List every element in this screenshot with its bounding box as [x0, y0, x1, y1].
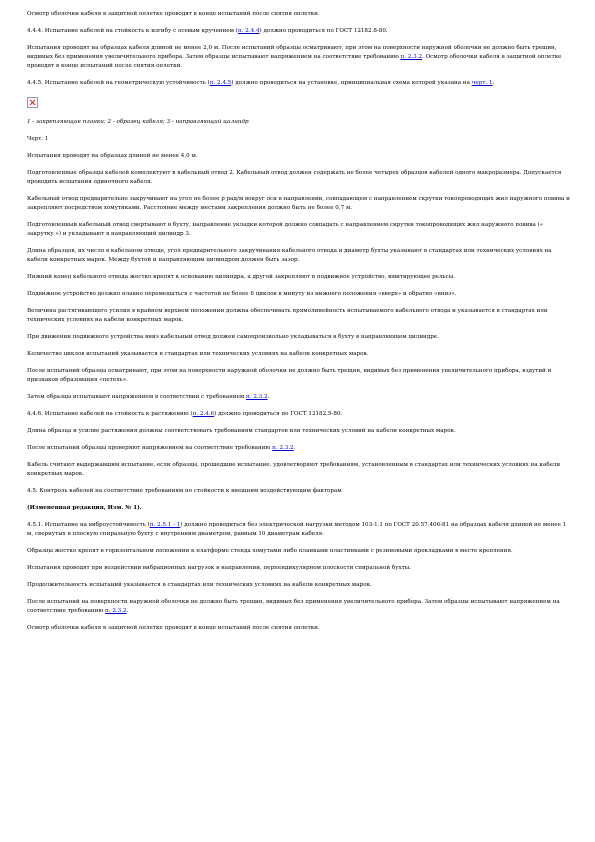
paragraph: Количество циклов испытаний указывается в стандартах или технических условиях на кабели конкретных марок. — [27, 351, 369, 357]
paragraph: Подготовленные образцы кабелей комплектуют в кабельный отвод 2. Кабельный отвод должен содержать не более четырех образцов кабелей одного макроразмера. Допускается проводить испытания одиночного кабеля. — [27, 170, 562, 185]
paragraph-text: . — [126, 608, 129, 614]
link-p-2-3-2[interactable]: п. 2.3.2 — [246, 394, 268, 400]
paragraph: Нижний конец кабельного отвода жестко крепят к основанию цилиндра, а другой закрепляют в подвижное устройство, имитирующее рельсы. — [27, 274, 455, 280]
document-body — [27, 10, 571, 641]
paragraph: Длина образцов, их число в кабельном отводе, угол предварительного закручивания кабельного отвода и диаметр бухты указывают в стандартах или технических условиях на кабели конкретных марок. Между бухтой и направляющим цилиндром должен быть зазор. — [27, 248, 552, 263]
paragraph: Образцы жестко крепят в горизонтальном положении к платформе стенда хомутами либо планками пластинками с резиновыми прокладками в месте крепления. — [27, 548, 513, 554]
figure — [27, 96, 571, 118]
paragraph-text: . — [267, 394, 270, 400]
clause-4-4-4 — [27, 27, 571, 36]
paragraph — [27, 393, 571, 402]
paragraph-text: После испытаний на поверхности наружной оболочки не должно быть трещин, видимых без применения увеличительного прибора. Затем образцы испытывают напряжением на соответствие требованию — [27, 599, 560, 614]
amendment-note: (Измененная редакция, Изм. № 1). — [27, 505, 142, 511]
link-p-2-5-1[interactable]: п. 2.5.1 - 1 — [149, 522, 181, 528]
paragraph: Подвижное устройство должно плавно перемещаться с частотой не более 6 циклов в минуту из нижнего положения «вверх» и обратно «вниз». — [27, 291, 457, 297]
link-p-2-3-2[interactable]: п. 2.3.2 — [400, 54, 423, 60]
paragraph: Продолжительность испытаний указывается в стандартах или технических условиях на кабели конкретных марок. — [27, 582, 372, 588]
paragraph: После испытаний образцы осматривают, при этом на поверхности наружной оболочки не должно быть трещин, видимых без применения увеличительного прибора, вздутий и признаков образования «петель». — [27, 368, 552, 383]
paragraph: Кабель считают выдержавшим испытание, если образцы, прошедшие испытание, удовлетворяют требованиям, установленным в стандартах или технических условиях на кабели конкретных марок. — [27, 462, 561, 477]
paragraph: При движении подвижного устройства вниз кабельный отвод должен самопроизвольно укладываться в бухту в направляющем цилиндре. — [27, 334, 439, 340]
paragraph: Испытания проводят на образцах длиной не менее 4,0 м. — [27, 153, 198, 159]
link-p-2-4-4[interactable]: п. 2.4.4 — [237, 28, 260, 34]
clause-4-4-5 — [27, 79, 571, 88]
broken-image-icon — [27, 97, 38, 108]
clause-4-5-1 — [27, 521, 571, 539]
link-p-2-4-5[interactable]: п. 2.4.5 — [209, 80, 232, 86]
paragraph-text: 4.4.4. Испытание кабелей на стойкость к изгибу с осевым кручением ( — [27, 28, 238, 34]
paragraph: Подготовленный кабельный отвод свертывают в бухту, направление укладки которой должно совпадать с направлением скрутки токопроводящих жил наружного повива (« закрутку ») и укладывают в направляющий цилиндр 3. — [27, 222, 544, 237]
paragraph: Величина растягивающего усилия в крайнем верхнем положении должна обеспечивать прямолинейность испытываемого кабельного отвода и указывается в стандартах или технических условиях на кабели конкретных марок. — [27, 308, 548, 323]
paragraph-text: После испытаний образцы проверяют напряжением на соответствие требованию — [27, 445, 273, 451]
paragraph — [27, 44, 571, 71]
paragraph: Осмотр оболочки кабеля в защитной оплетке проводят в конце испытаний после снятия оплетки. — [27, 625, 320, 631]
paragraph-text: ) должно проводиться по ГОСТ 12182.5-80. — [214, 411, 343, 417]
section-heading-4-5: 4.5. Контроль кабелей на соответствие требованиям по стойкости к внешним воздействующим факторам — [27, 488, 342, 494]
paragraph: Длина образца и усилие растяжения должны соответствовать требованиям стандартов или технических условий на кабели конкретных марок. — [27, 428, 456, 434]
paragraph-text: . — [492, 80, 495, 86]
link-p-2-4-6[interactable]: п. 2.4.6 — [192, 411, 215, 417]
paragraph: Испытания проводят при воздействии вибрационных нагрузок в направлении, перпендикулярном плоскости спиральной бухты. — [27, 565, 412, 571]
paragraph-text: 4.4.6. Испытание кабелей на стойкость к растяжению ( — [27, 411, 193, 417]
drawing-label: Черт. 1 — [27, 136, 49, 142]
paragraph-text: Затем образцы испытывают напряжением в соответствии с требованием — [27, 394, 247, 400]
paragraph-text: ) должно проводиться на установке, принципиальная схема которой указана на — [231, 80, 472, 86]
paragraph: Кабельный отвод предварительно закручивают на угол не более p рад/м вокруг оси в направлении, совпадающем с направлением скрутки токопроводящих жил наружного повива и закрепляют посредством хомутиками. Расстояние между местами закрепления должно быть не более 0,7 м. — [27, 196, 570, 211]
figure-caption: 1 - закрепляющие планки; 2 - образец кабеля; 3 - направляющий цилиндр — [27, 119, 249, 125]
paragraph-text: 4.4.5. Испытание кабелей на геометрическую устойчивость ( — [27, 80, 210, 86]
link-p-2-3-2[interactable]: п. 2.3.2 — [105, 608, 127, 614]
clause-4-4-6 — [27, 410, 571, 419]
paragraph-text: 4.5.1. Испытание на виброустойчивость ( — [27, 522, 150, 528]
paragraph-text: ) должно проводиться без электрической нагрузки методом 103-1.1 по ГОСТ 20.57.406-81 на образцах кабеля длиной не менее 1 м, свернутых в плоскую спиральную бухту с внутренним диаметром, равным 10 диаметрам кабеля. — [27, 522, 567, 537]
link-drawing-1[interactable]: черт. 1 — [471, 80, 493, 86]
paragraph — [27, 444, 571, 453]
link-p-2-3-2[interactable]: п. 2.3.2 — [272, 445, 294, 451]
paragraph: Осмотр оболочки кабеля в защитной оплетке проводят в конце испытаний после снятия оплетки. — [27, 11, 320, 17]
paragraph-text: ) должно проводиться по ГОСТ 12182.8-80. — [259, 28, 388, 34]
paragraph-text: Испытания проводят на образцах кабеля длиной не менее 2,0 м. После испытаний образцы осматривают, при этом на поверхности наружной оболочки не должно быть трещин, видимых без применения увеличительного прибора. Затем образцы испытывают напряжением на соответствие требованию — [27, 45, 557, 60]
paragraph — [27, 598, 571, 616]
paragraph-text: . — [293, 445, 296, 451]
paragraph-text: . Осмотр оболочки кабеля в защитной оплетке проводят в конце испытаний после снятия оплетки. — [27, 54, 562, 69]
